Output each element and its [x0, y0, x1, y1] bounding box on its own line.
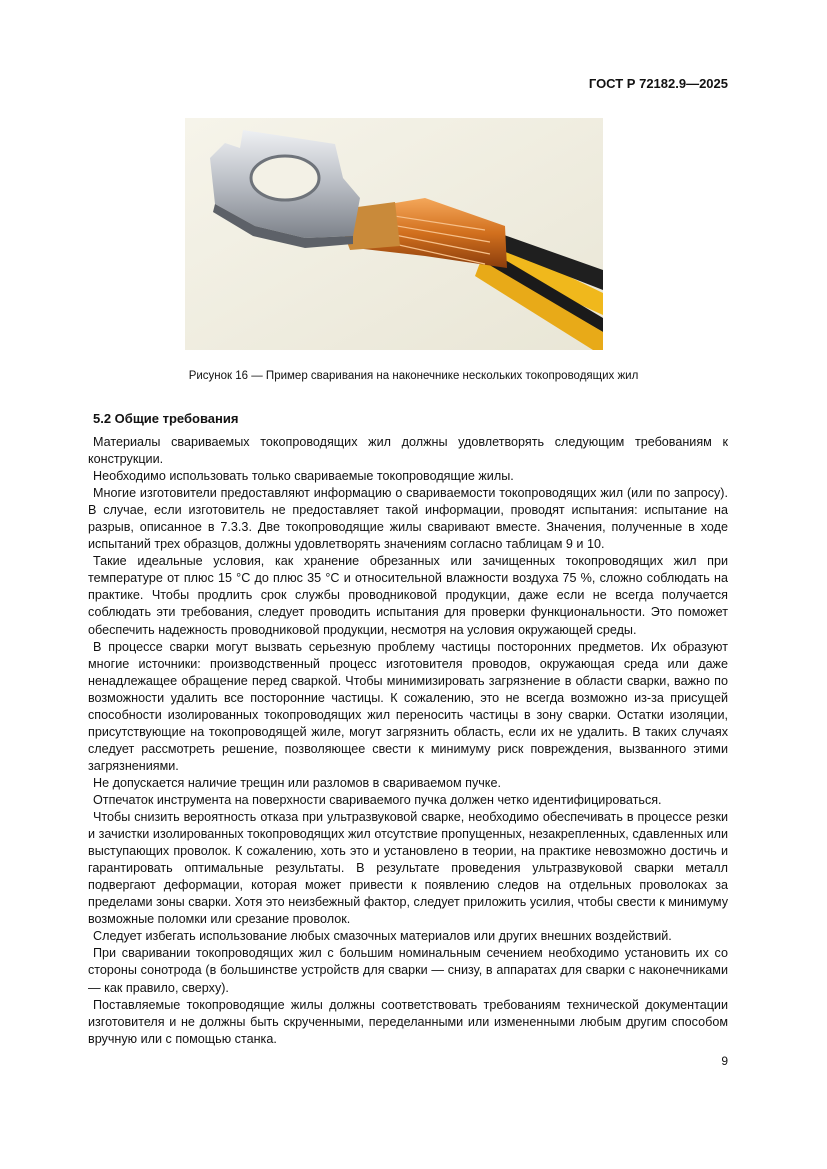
terminal-hole	[251, 156, 319, 200]
body-text	[88, 434, 728, 1048]
paragraph: Многие изготовители предоставляют информацию о свариваемости токопроводящих жил (или по запросу). В случае, если изготовитель не предоставляет такой информации, проводят испытания: испытание на разрыв, описанное в 7.3.3. Две токопроводящие жилы сваривают вместе. Значения, полученные в ходе испытаний трех образцов, должны удовлетворять значениям согласно таблицам 9 и 10.	[88, 486, 728, 552]
welded-terminal-illustration	[185, 118, 603, 350]
figure-caption: Рисунок 16 — Пример сваривания на наконечнике нескольких токопроводящих жил	[188, 370, 639, 382]
paragraph: В процессе сварки могут вызвать серьезную проблему частицы посторонних предметов. Их образуют многие источники: производственный процесс изготовителя проводов, окружающая среда или даже ненадлежащее обращение перед сваркой. Чтобы минимизировать загрязнение в области сварки, важно по возможности удалить все посторонние частицы. К сожалению, это не всегда возможно из-за присущей способности изолированных токопроводящих жил переносить частицы в зону сварки. Остатки изоляции, присутствующие на токопроводящей жиле, могут загрязнить область, если их не удалить. В таких случаях следует рассмотреть решение, позволяющее свести к минимуму риск повреждения, вызванного этими загрязнениями.	[88, 639, 728, 773]
paragraph: Не допускается наличие трещин или разломов в свариваемом пучке.	[93, 775, 501, 790]
paragraph: Необходимо использовать только свариваемые токопроводящие жилы.	[93, 469, 514, 484]
section-title: 5.2 Общие требования	[93, 411, 239, 426]
paragraph: Материалы свариваемых токопроводящих жил должны удовлетворять следующим требованиям к конструкции.	[88, 435, 728, 467]
paragraph: Поставляемые токопроводящие жилы должны соответствовать требованиям технической документации изготовителя и не должны быть скрученными, переделанными или измененными любым другим способом вручную или с помощью станка.	[88, 997, 728, 1046]
standard-code: ГОСТ Р 72182.9—2025	[588, 76, 728, 91]
paragraph: Такие идеальные условия, как хранение обрезанных или зачищенных токопроводящих жил при температуре от плюс 15 °С до плюс 35 °С и относительной влажности воздуха 75 %, сложно соблюдать на практике. Чтобы продлить срок службы проводниковой продукции, даже если не всегда получается соблюдать эти требования, следует проводить испытания для проверки функциональности. Это поможет обеспечить надежность проводниковой продукции, несмотря на условия окружающей среды.	[88, 554, 728, 637]
page-number: 9	[721, 1054, 728, 1068]
paragraph: Следует избегать использование любых смазочных материалов или других внешних воздействий.	[93, 929, 672, 944]
paragraph: Отпечаток инструмента на поверхности свариваемого пучка должен четко идентифицироваться.	[93, 792, 662, 807]
paragraph: Чтобы снизить вероятность отказа при ультразвуковой сварке, необходимо обеспечивать в процессе резки и зачистки изолированных токопроводящих жил отсутствие пропущенных, незакрепленных, сдавленных или выступающих проволок. К сожалению, хоть это и установлено в теории, на практике невозможно достичь и гарантировать оптимальные результаты. В результате проведения ультразвуковой сварки металл подвергают деформации, которая может привести к появлению следов на отдельных проволоках за пределами зоны сварки. Хотя это неизбежный фактор, следует приложить усилия, чтобы свести к минимуму возможные поломки или срезание проволок.	[88, 810, 728, 927]
paragraph: При сваривании токопроводящих жил с большим номинальным сечением необходимо установить их со стороны сонотрода (в большинстве устройств для сварки — снизу, в аппаратах для сварки с наконечниками — как правило, сверху).	[88, 946, 728, 995]
figure-photo	[185, 118, 603, 350]
